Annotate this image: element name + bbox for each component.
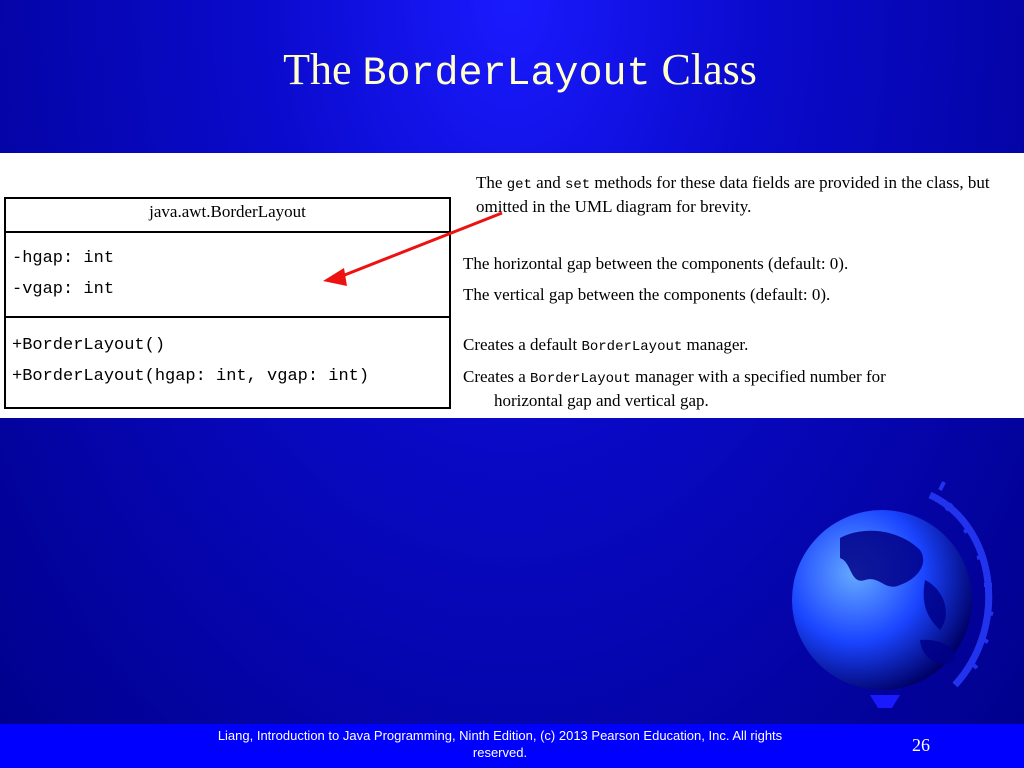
title-class-name: BorderLayout bbox=[362, 52, 651, 97]
note-code-set: set bbox=[564, 177, 591, 193]
title-the: The bbox=[283, 45, 352, 94]
description-hgap: The horizontal gap between the components (default: 0). bbox=[463, 254, 849, 273]
ctor2-code: BorderLayout bbox=[530, 371, 631, 387]
ctor1-text-2: manager. bbox=[682, 335, 749, 354]
note-text-1: The bbox=[476, 173, 507, 192]
footer-copyright: Liang, Introduction to Java Programming, Ninth Edition, (c) 2013 Pearson Education, Inc. All rights reserved. bbox=[217, 728, 783, 760]
description-vgap: The vertical gap between the components (default: 0). bbox=[463, 285, 831, 304]
note-text-3: methods for these data fields are provided in the class, but omitted in the UML diagram for brevity. bbox=[476, 173, 990, 216]
page-number: 26 bbox=[912, 735, 930, 755]
uml-class-name: java.awt.BorderLayout bbox=[6, 199, 449, 233]
arrow-head bbox=[323, 268, 347, 286]
ctor1-code: BorderLayout bbox=[581, 339, 683, 355]
ctor1-text-1: Creates a default bbox=[463, 335, 582, 354]
ctor2-text-1: Creates a bbox=[463, 367, 531, 386]
uml-method-default-constructor: +BorderLayout() bbox=[12, 336, 166, 355]
globe-icon bbox=[780, 480, 1010, 710]
title-class: Class bbox=[661, 45, 757, 94]
arrow-line bbox=[337, 213, 502, 278]
ctor2-text-3: horizontal gap and vertical gap. bbox=[494, 391, 709, 410]
uml-field-hgap: -hgap: int bbox=[12, 249, 115, 268]
ctor2-text-2: manager with a specified number for bbox=[630, 367, 886, 386]
note-code-get: get bbox=[506, 177, 532, 193]
uml-field-vgap: -vgap: int bbox=[12, 280, 115, 299]
uml-method-gap-constructor: +BorderLayout(hgap: int, vgap: int) bbox=[12, 367, 370, 386]
note-text-2: and bbox=[531, 173, 565, 192]
